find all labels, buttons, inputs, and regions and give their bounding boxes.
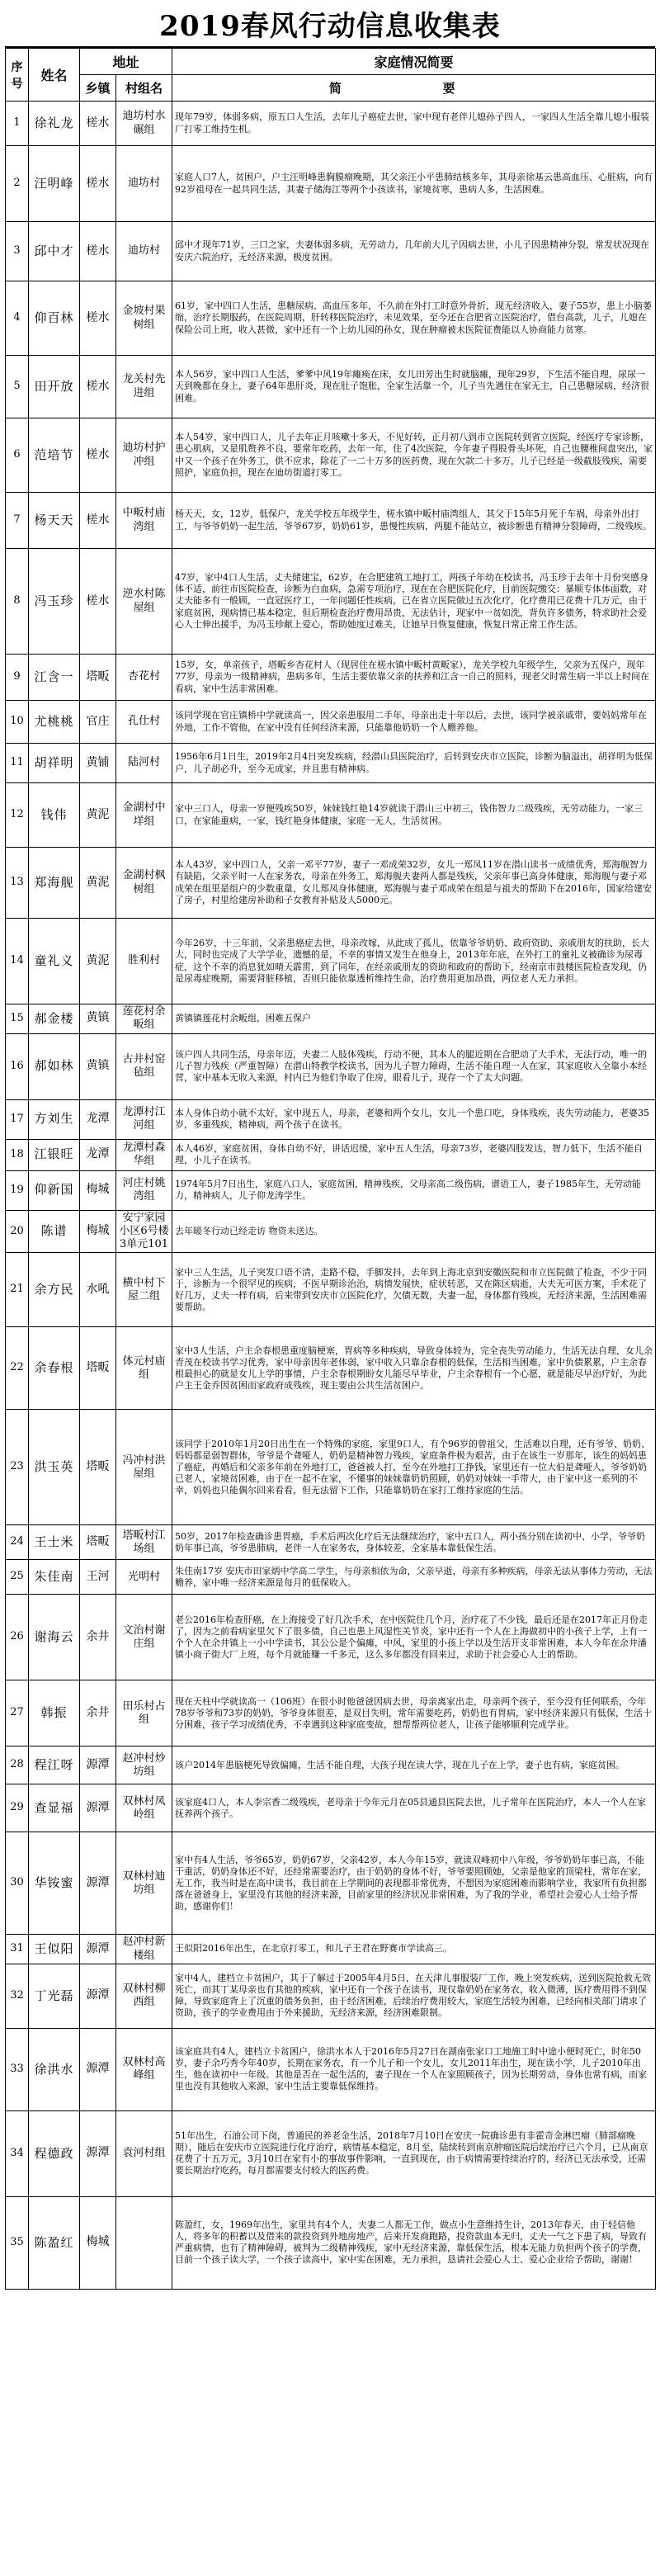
row-village: 双林村高峰组 [116,2028,172,2110]
table-body [6,102,656,2290]
table-row [6,655,656,701]
row-description: 1956年6月1日生，2019年2月4日突发疾病，经潜山县医院治疗，后转到安庆市立医院，诊断为脑溢出，胡祥明为低保户，儿子胡必升，至今无成家，并且患有精神病。 [172,744,656,783]
row-name: 丁光磊 [29,1964,80,2028]
row-description: 朱佳南17岁 安庆市田家炳中学高二学生，与母亲相依为命，父亲早逝，母亲有多种疾病，母亲无法从事体力劳动，无法赡养，家中唯一经济来源是每月的低保收入。 [172,1560,656,1595]
table-row [6,783,656,848]
row-name: 郝金楼 [29,1004,80,1034]
table-row [6,418,656,493]
row-town: 龙潭 [80,1099,116,1139]
row-description: 家中有4人生活，爷爷65岁，奶奶67岁，父亲42岁，本人今年15岁，就读双峰初中八年级，爷爷奶奶年事已高，不能干重活，奶奶身体还不好，还经常需要治疗，由于奶奶的身体不好，爷爷要照顾她，父亲是他家的顶梁柱，常年在家，无工作，我当时是在高中读书，我目前在上学期间的表现都非常优秀，不想因为家庭困难而影响学业，我家所有负担都落在爸爸身上，家里没有其他的经济来源，目前家里的经济状况非常困难，为了我的学业，希望社会爱心人士给予帮助，感谢你们！ [172,1832,656,1935]
header-num: 序号 [6,49,29,102]
row-village: 迪坊村护冲组 [116,418,172,493]
row-village: 龙关村先进组 [116,356,172,418]
row-number: 32 [6,1964,29,2028]
row-description: 家庭人口7人，贫困户，户主汪明峰患胸膜瘤晚期，其父亲汪小平患肺结核多年，其母亲徐基云患高血压、心脏病，向有92岁祖母在一起共同生活，其妻子储海江等两个小孩读书，家境贫寒，患病人多，生活困难。 [172,146,656,222]
row-description: 今年26岁，十三年前，父亲患癌症去世，母亲改嫁，从此成了孤儿，依靠爷爷奶奶、政府资助、亲戚朋友的扶助，长大大，同时也完成了大学学业，遗憾的是，不幸的事情又发生在他身上，2013年年底，在外打工的童礼义被确诊为尿毒症，这个不幸的消息犹如晴天霹雳，到了同年，在经亲戚朋友的资助和政府的帮助下，经南京市鼓楼医院检查发现，仍是尿毒症晚期，需要肾脏移植，否则只能依靠透析维持生命，治疗费用更加昂贵，两位老人无力承担。 [172,919,656,1004]
row-town: 梅城 [80,2196,116,2289]
row-village: 古井村窑毡组 [116,1033,172,1099]
row-name: 查显福 [29,1784,80,1832]
row-description: 现在天柱中学就读高一（106班）在很小时他爸爸因病去世，母亲离家出走，母亲两个孩子，至今没有任何联系，今年78岁爷爷和73岁的奶奶，爷爷身体很差，是双目失明，常年需要吃药，奶奶也有胃病，家中经济来源只有低保，生活十分困难，孩子学习成绩优秀，不幸遇到这种家庭变故，想帮帮两位老人，让孩子能够顺利完成学业。 [172,1680,656,1746]
row-village: 双林村柳西组 [116,1964,172,2028]
header-village: 村组名 [116,75,172,102]
row-number: 7 [6,493,29,549]
row-village: 河庄村姚湾组 [116,1170,172,1210]
row-number: 23 [6,1410,29,1525]
row-number: 11 [6,744,29,783]
row-village: 迪坊村 [116,222,172,281]
page-title: 2019春风行动信息收集表 [5,0,655,48]
row-description: 47岁，家中4口人生活，丈夫储建宝，62岁，在合肥建筑工地打工，两孩子年幼在校读书，冯玉珍于去年十月份突感身体不适，前往市医院检查，诊断为白血病，急需专项治疗，现在在合肥医院化疗，目前医院缴交：暴顺专体体面数，对丈夫能多有一般顾，一直冠医疗工，一年问题任性疾病，已在省立医院做过五次化疗，化疗费用已花费十几万元，由于家庭贫困，现病情已基本稳定，但后期检查治疗费用昂贵，无法估计，现家中一贫如洗，背负许多债务，特求助社会爱心人士伸出援手，为冯玉珍献上爱心，帮助她度过难关，让她早日恢复健康，恢复日常正常工作生活。 [172,549,656,655]
header-brief [172,75,656,102]
row-description: 本人56岁，家中四口人生活，爹爹中风19年瘫痪在床，女儿田芳出生时就脑瘫，现年29岁，下生活不能自理，尿尿一天到晚都在身上，妻子64年患肝炎，现在肚子饱胀，全家生活靠一个，儿子当先遇住在家无主，自己患糖尿病，经济很困难。 [172,356,656,418]
row-description: 本人54岁，家中四口人，儿子去年正月咳嗽十多天，不见好转，正月初八到市立医院转到省立医院，经医疗专家诊断，患心肌病，又是肌赘养不良，要常年吃药，去年一年，住了4次医院，今年妻子得股骨头坏死，自己也腰椎间盘突出，家中又一个孩子在外务工，供不应求，除花了一二十万多的医药费，现在欠款二十多万，儿子已经是一级截肢残疾，需要照护，家庭负担，现在在迪坊街道打零工。 [172,418,656,493]
row-name: 洪玉英 [29,1410,80,1525]
row-village: 金坡村果树组 [116,281,172,356]
row-village: 赵冲村炒坊组 [116,1746,172,1784]
row-number: 26 [6,1595,29,1680]
row-name: 仰新国 [29,1170,80,1210]
table-row [6,1253,656,1327]
row-name: 华铵蜜 [29,1832,80,1935]
row-description: 该同学现在官庄镇桥中学就读高一，因父亲患服用二手年，母亲出走十年以后，去世，该同学被亲戚带，要妈妈常年在外地，工作不管他，在家中没有任何经济来源，只能靠他奶奶一个人赡养他。 [172,701,656,744]
row-description: 王似阳2016年出生，在北京打零工，和儿子王君在野赛市学读高三。 [172,1935,656,1964]
table-row [6,222,656,281]
row-description: 家中三口人，母亲一岁便残疾50岁，妹妹钱红艳14岁就读于潜山三中初三，钱伟智力二级残疾，无劳动能力，一家三口，在家能重病，一家，钱红艳身体健康，家庭一无人，生活贫困。 [172,783,656,848]
row-town: 梅城 [80,1170,116,1210]
row-village: 陆河村 [116,744,172,783]
row-town: 黄镇 [80,1033,116,1099]
row-description: 杨天天，女，12岁，低保户，龙关学校五年级学生，槎水镇中畈村庙湾组人，其父于15年5月死于车祸，母亲外出打工，与爷爷奶奶一起生活，爷爷67岁，奶奶61岁，患慢性疾病，两腿不能站立，被诊断患有精神分裂障碍，二级残疾。 [172,493,656,549]
row-village: 双林村迪坊组 [116,1832,172,1935]
header-brief-left: 简 [328,81,342,96]
row-number: 24 [6,1525,29,1560]
row-town: 槎水 [80,102,116,146]
table-row [6,1170,656,1210]
row-number: 2 [6,146,29,222]
table-row [6,1680,656,1746]
row-village: 双林村凤岭组 [116,1784,172,1832]
row-town: 槎水 [80,418,116,493]
row-village: 龙潭村森华组 [116,1139,172,1170]
row-number: 3 [6,222,29,281]
row-number: 29 [6,1784,29,1832]
table-row [6,1033,656,1099]
row-number: 34 [6,2110,29,2196]
row-name: 徐礼龙 [29,102,80,146]
table-row [6,1410,656,1525]
row-village: 冯冲村洪屋组 [116,1410,172,1525]
row-number: 30 [6,1832,29,1935]
row-name: 童礼义 [29,919,80,1004]
row-town: 源潭 [80,1746,116,1784]
row-description: 该家庭共有4人，建档立卡贫困户，徐洪水本人于2016年5月27日在湖南张家口工地施工时中途小便时死亡，时年50岁，妻子余巧秀今年40岁，长期在家务农，有一个儿子和一个女儿，女儿2011年出生，现在读小学，儿子2010年出生，他在读初中一年级。其他是否在一起生活的，妻子现在一个人在家照顾孩子，因为长期劳动，身体也常有病，而家里也没有其他收入来源，家中生活主要靠低保维持。 [172,2028,656,2110]
row-name: 邱中才 [29,222,80,281]
row-number: 10 [6,701,29,744]
table-row [6,1004,656,1034]
row-description: 50岁，2017年检查确诊患胃癌，手术后两次化疗后无法继续治疗，家中五口人，两小孩分别在读初中、小学，爷爷奶奶年事已高，爷爷患肺病，老伴一人在家务农，身体较差，全家基本靠低保生活。 [172,1525,656,1560]
row-description: 本人46岁，家庭贫困，身体自幼不好，讲话迟缓，家中五人生活，母亲73岁，老婆四肢发达，智力低下，生活不能自理，小儿子在读书。 [172,1139,656,1170]
row-description: 家中3人生活，户主余春根患重度脑梗塞，胃病等多种疾病，导致身体较为，完全丧失劳动能力，生活无法自理，女儿余青茂在校读书学习优秀，家中母亲因年老体弱，家中收入只靠余春根的低保，生活相当困难，家中负债累累，户主余春根最担心的就是女儿上学的事情，户主余春根期盼女儿能尽早毕业，户主余春根有一个心愿，就是能尽早治疗好，为此户主王金乔因贫困而家政府成残疾，现主要由公共生活贫困户。 [172,1327,656,1410]
row-village: 中畈村庙湾组 [116,493,172,549]
row-town: 官庄 [80,701,116,744]
table-row [6,2028,656,2110]
table-row [6,1560,656,1595]
table-row [6,1327,656,1410]
row-description: 黄镇镇莲花村余畈组，困难五保户 [172,1004,656,1034]
row-name: 杨天天 [29,493,80,549]
row-description: 该户2014年患脑梗死导致偏瘫，生活不能自理，大孩子现在读大学，现在儿子在上学，妻子也有病，家庭贫困。 [172,1746,656,1784]
row-name: 尤桃桃 [29,701,80,744]
row-number: 5 [6,356,29,418]
row-village: 赵冲村新楼组 [116,1935,172,1964]
table-row [6,1210,656,1253]
row-town: 塔畈 [80,1410,116,1525]
table-row [6,356,656,418]
table-row [6,1099,656,1139]
row-town: 龙潭 [80,1139,116,1170]
row-name: 谢海云 [29,1595,80,1680]
row-village [116,2196,172,2289]
row-name: 程德政 [29,2110,80,2196]
table-row [6,2110,656,2196]
row-town: 梅城 [80,1210,116,1253]
row-village: 光明村 [116,1560,172,1595]
row-town: 源潭 [80,2110,116,2196]
row-town: 源潭 [80,1964,116,2028]
header-name: 姓名 [29,49,80,102]
row-village: 袁河村组 [116,2110,172,2196]
row-town: 水吼 [80,1253,116,1327]
row-number: 6 [6,418,29,493]
row-name: 王士米 [29,1525,80,1560]
row-number: 33 [6,2028,29,2110]
header-town: 乡镇 [80,75,116,102]
row-name: 余春根 [29,1327,80,1410]
row-town: 塔畈 [80,655,116,701]
row-number: 1 [6,102,29,146]
row-number: 16 [6,1033,29,1099]
row-number: 28 [6,1746,29,1784]
header-brief-right: 要 [442,81,455,96]
table-row [6,1746,656,1784]
row-description: 家中4人，建档立卡贫困户，其于了解过于2005年4月5日，在天津儿事服装厂工作，晚上突发疾病，送到医院抢救无效死亡，而其丁某母亲也有其他的疾病，家中还有一个孩子在读书，现仅靠奶奶在家务农，收入微薄，医疗费用得不到保障，导致家庭背上了沉重的债务负担，由于经济困难，后续治疗费用较大，家庭生活较为困难，已经向相关部门请求了资助，孩子的学业费用由于外来援助，无经济来源，经济困难限制。 [172,1964,656,2028]
row-number: 35 [6,2196,29,2289]
row-description: 61岁，家中四口人生活，患糖尿病、高血压多年，不久前在外打工时意外骨折，现无经济收入，妻子55岁，患上小脑萎缩，治疗长期服药，在医院周期，肝转移医院治疗，未见效果，至今还在合肥省立医院治疗，借台高款，儿子，儿媳在保险公司上班，收入甚微，家中还有一个上幼儿园的孙女，现在肿瘤被未医院征费能以人协商能力贫寒。 [172,281,656,356]
row-town: 黄泥 [80,783,116,848]
row-description: 该户四人共同生活，母亲年迈，夫妻二人肢体残疾，行动不便，其本人的腿近期在合肥动了大手术，无法行动，唯一的儿子智力残疾（严重智障）在潜山特教学校读书，因为儿子智力障碍，生活不能自理一人在家，其家庭收入全靠小本经营，家中基本无收入来源，村内已为他们争取了住房，眼看儿子，现存一个了太大问题。 [172,1033,656,1099]
row-number: 15 [6,1004,29,1034]
table-row [6,493,656,549]
row-name: 陈盈红 [29,2196,80,2289]
row-village: 体元村庙组 [116,1327,172,1410]
row-town: 王河 [80,1560,116,1595]
row-town: 黄铺 [80,744,116,783]
row-village: 金湖村枫树组 [116,848,172,919]
table-row [6,102,656,146]
row-name: 郑海舰 [29,848,80,919]
row-description: 老公2016年检查肝癌，在上海接受了好几次手术，在中医院住几个月，治疗花了不少钱，最后还是在2017年正月份走了，因为之前看病家里欠下了很多债，自己也患上风湿性关节炎，家中还有一个人在上海做初中的小孩子上学，上有一个个人在余井镇上一小中学读书，其公公是个偏瘫，中风，家里的小孩上学以及生活开支非常困难，本人今年在余井潘镇小商子街大厂上班，每个月就能赚一千多元，这么多年都没有回来过，求助于社会爱心人士的帮助。 [172,1595,656,1680]
row-number: 14 [6,919,29,1004]
row-description: 家中三人生活，儿子突发口语不清，走路不稳，手脚发抖，去年到上海北京到安徽医院和市立医院做了检查，不少于同于，诊断为一个很罕见的疾病，不医早期诊治治，病情发展快，症状转恶，又在陈区病逝，大夫无可医方案，手术花了好几万，丈夫一样有病，后来带到安庆市立医院化疗，欠债无数，夫妻一起，身体都有残疾，无经济来源，生活困难需要帮助。 [172,1253,656,1327]
row-town: 余井 [80,1595,116,1680]
row-town: 槎水 [80,549,116,655]
row-number: 22 [6,1327,29,1410]
row-description: 去年暖冬行动已经走访 物资未送达。 [172,1210,656,1253]
table-row [6,1964,656,2028]
row-name: 徐洪水 [29,2028,80,2110]
table-row [6,549,656,655]
row-name: 胡祥明 [29,744,80,783]
row-description: 邱中才现年71岁，三口之家，夫妻体弱多病，无劳动力，几年前大儿子因病去世，小儿子因患精神分裂，常发状况现在安庆六院治疗，无经济来源，极度贫困。 [172,222,656,281]
table-row [6,701,656,744]
row-number: 8 [6,549,29,655]
row-village: 迪坊村水碾组 [116,102,172,146]
row-number: 21 [6,1253,29,1327]
row-number: 9 [6,655,29,701]
row-number: 4 [6,281,29,356]
table-row [6,1832,656,1935]
table-row [6,848,656,919]
row-town: 槎水 [80,281,116,356]
row-name: 王似阳 [29,1935,80,1964]
info-table [5,48,656,2290]
row-description: 现年79岁，体弱多病，原五口人生活，去年儿子癌症去世，家中现有老伴儿媳孙子四人，一家四人生活全靠儿媳小服装厂打零工维持生机。 [172,102,656,146]
table-row [6,919,656,1004]
row-town: 塔畈 [80,1327,116,1410]
row-village: 迪坊村 [116,146,172,222]
row-town: 黄镇 [80,1004,116,1034]
table-row [6,1139,656,1170]
row-name: 方刘生 [29,1099,80,1139]
row-name: 郝如林 [29,1033,80,1099]
row-village: 安宁家园小区6号楼3单元101 [116,1210,172,1253]
row-town: 槎水 [80,356,116,418]
row-name: 陈谱 [29,1210,80,1253]
row-town: 源潭 [80,1935,116,1964]
row-village: 金湖村中垟组 [116,783,172,848]
row-town: 槎水 [80,146,116,222]
row-name: 江含一 [29,655,80,701]
row-number: 31 [6,1935,29,1964]
row-name: 田开放 [29,356,80,418]
row-name: 仰百林 [29,281,80,356]
row-number: 25 [6,1560,29,1595]
header-family: 家庭情况简要 [172,49,656,75]
row-village: 文治村谢庄组 [116,1595,172,1680]
row-town: 黄泥 [80,919,116,1004]
row-town: 源潭 [80,1784,116,1832]
row-village: 横中村下屋二组 [116,1253,172,1327]
row-number: 19 [6,1170,29,1210]
row-number: 17 [6,1099,29,1139]
row-name: 钱伟 [29,783,80,848]
row-town: 槎水 [80,222,116,281]
row-village: 田乐村占组 [116,1680,172,1746]
row-name: 范培节 [29,418,80,493]
table-row [6,146,656,222]
row-number: 12 [6,783,29,848]
table-row [6,744,656,783]
row-name: 韩振 [29,1680,80,1746]
row-village: 杏花村 [116,655,172,701]
row-name: 汪明峰 [29,146,80,222]
row-town: 余井 [80,1680,116,1746]
row-town: 源潭 [80,1832,116,1935]
row-town: 槎水 [80,493,116,549]
row-description: 本人身体自幼小就不太好，家中现五人，母亲，老婆和两个女儿，女儿一个患口吃，身体残疾，丧失劳动能力，老婆35岁，多重残疾，精神病，两个孩子在读书。 [172,1099,656,1139]
table-row [6,1525,656,1560]
row-town: 黄泥 [80,848,116,919]
header-row-2 [6,75,656,102]
row-village: 孔仕村 [116,701,172,744]
row-name: 冯玉珍 [29,549,80,655]
row-description: 51年出生，石油公司下岗，普通民的养老金生活，2018年7月10日在安庆一院确诊患有非霍奇金淋巴瘤（肺部瘤晚期），随后在安庆市立医院进行化疗治疗，病情基本稳定，8月至，陆续转到南京肿瘤医院后续治疗已六个月，已从南京花费了十五万元，3月10日在家有小的事故事件影响，一直到现在，由于病情需要持续治疗的，经济已无法承受，还需要长期治疗吃药，每月都需要支付较大的医药费。 [172,2110,656,2196]
header-row-1 [6,49,656,75]
header-address: 地址 [80,49,172,75]
table-row [6,1595,656,1680]
table-row [6,2196,656,2289]
table-row [6,1784,656,1832]
row-number: 27 [6,1680,29,1746]
row-description: 该家庭4口人，本人李宗香二级残疾，老母亲于今年元月在05县通县医院去世，儿子常年在医院治疗，本人一个人在家抚养两个孩子。 [172,1784,656,1832]
table-row [6,1935,656,1964]
row-town: 塔畈 [80,1525,116,1560]
row-village: 龙潭村江河组 [116,1099,172,1139]
row-village: 塔畈村江场组 [116,1525,172,1560]
row-number: 13 [6,848,29,919]
row-description: 陈盈红，女，1969年出生，家里共有4个人，夫妻二人都无工作，做点小生意维持生计，2013年春天，由于轻信他人，将多年的积蓄以及借来的款投资到外地房地产，后来开发商跑路，投资款血本无归，丈夫一气之下患了病，导致有严重病情，也有了精神障碍，被判为二级精神残疾，家中无经济来源，靠低保生活，根本无能力负担两个孩子的学费，目前一个孩子读大学，一个孩子读高中，家中实在困难，无力承担，恳请社会爱心人士、爱心企业给予帮助，谢谢！ [172,2196,656,2289]
row-name: 程江呀 [29,1746,80,1784]
row-description: 1974年5月7日出生，家庭八口人，家庭贫困，精神残疾，父母亲高二级伤病，谱语工人，妻子1985年生，无劳动能力，精神病人，儿子仰龙涛学生。 [172,1170,656,1210]
row-name: 余方民 [29,1253,80,1327]
table-row [6,281,656,356]
row-description: 该同学于2010年1月20日出生在一个特殊的家庭，家里9口人，有个96岁的曾祖父，生活难以自理，还有爷爷、奶奶、妈妈都是弱智群体，爷爷是个聋哑人，奶奶是精神智力残疾，家庭条件极为艰苦，由于在该生一岁那年，该生的妈妈患了癌症，再婚后和父亲多年前在外地打工，爸爸被人打，至今在外地打工挣钱，家里还有一位大伯是聋哑人，爷爷奶奶已老人，家境贫困难，由于在一起不在家，不懂事的妹妹靠奶奶照顾，奶奶对妹妹一手带大，由于家中这一系列的不幸，妈妈也只能偶尔回来看看，但无法留下工作，只能靠奶奶在家打工维持家庭的生活。 [172,1410,656,1525]
row-number: 18 [6,1139,29,1170]
row-description: 本人43岁，家中四口人，父亲一邓平77岁，妻子一邓成荣32岁，女儿一郑凤11岁在潜山读书一成绩优秀，郑海舰智力有缺陷，父亲平时一人在家务农，母亲在外务工，郑海舰夫妻两人都是残疾，父亲年事已高身体健康，郑海舰与妻子邓成荣在组里是组户的少数重量，女儿郑凤身体健康，郑海舰与妻子邓成荣在组是与祖夫的帮助下在2016年，国家给建安了房子，村里给建房补助和子女教育补贴及人5000元。 [172,848,656,919]
row-village: 胜利村 [116,919,172,1004]
row-town: 源潭 [80,2028,116,2110]
row-village: 逆水村陈屋组 [116,549,172,655]
row-name: 江银旺 [29,1139,80,1170]
row-name: 朱佳南 [29,1560,80,1595]
row-village: 莲花村余畈组 [116,1004,172,1034]
row-number: 20 [6,1210,29,1253]
row-description: 15岁，女，单亲孩子，塔畈乡杏花村人（现居住在槎水镇中畈村黄畈家），龙关学校九年级学生，父亲为五保户，现年77岁，母亲为一级精神病，患病多年，生活主要依靠父亲的扶养和江含一自己的照料，现老父时常生病一半以上时间在看病，家中生活非常困难。 [172,655,656,701]
